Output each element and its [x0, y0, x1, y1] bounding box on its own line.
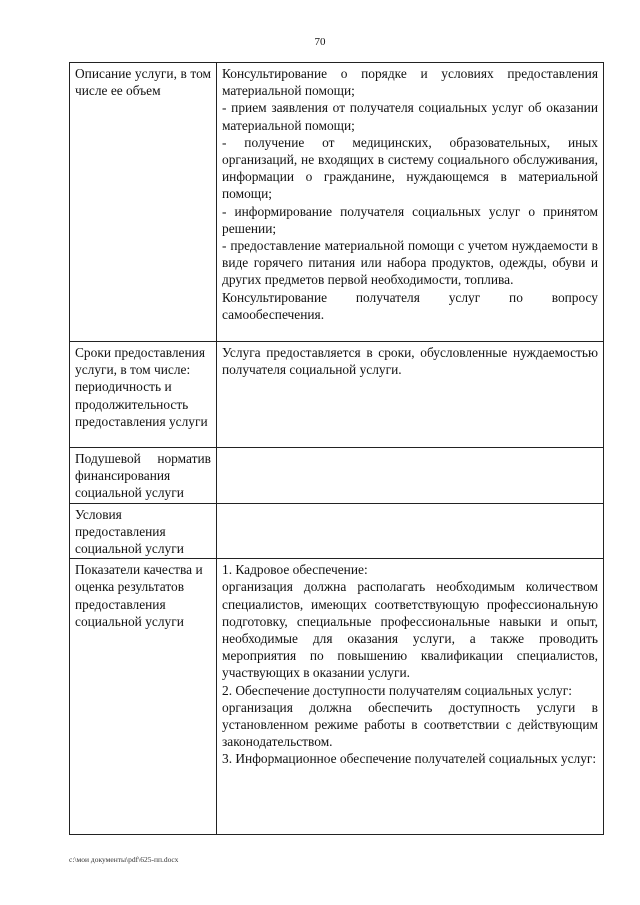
file-path-footer: c:\мои документы\pdf\625-пп.docx — [69, 855, 179, 864]
paragraph: - прием заявления от получателя социальных услуг об оказании материальной помощи; — [222, 100, 598, 133]
table-row — [70, 559, 604, 835]
row-label: Показатели качества и оценка результатов предоставления социальной услуги — [70, 559, 217, 835]
paragraph: 2. Обеспечение доступности получателям социальных услуг: — [222, 682, 572, 698]
row-value — [217, 63, 604, 342]
table-row — [70, 448, 604, 504]
row-value — [217, 559, 604, 835]
page-number: 70 — [314, 36, 326, 48]
paragraph: Консультирование о порядке и условиях предоставления материальной помощи; — [222, 66, 598, 99]
paragraph: организация должна обеспечить доступность услуги в установленном режиме работы в соответствии с действующим законодательством. — [222, 699, 598, 750]
row-value — [217, 342, 604, 448]
table-row — [70, 342, 604, 448]
paragraph: - получение от медицинских, образовательных, иных организаций, не входящих в систему социального обслуживания, информации о гражданине, нуждающемся в материальной помощи; — [222, 134, 598, 202]
paragraph: Консультирование получателя услуг по вопросу самообеспечения. — [222, 289, 598, 322]
paragraph: - информирование получателя социальных услуг о принятом решении; — [222, 203, 598, 236]
paragraph: 3. Информационное обеспечение получателей социальных услуг: — [222, 751, 597, 767]
row-label: Сроки предоставления услуги, в том числе: периодичность и продолжительность предоставления услуги — [70, 342, 217, 448]
row-label: Описание услуги, в том числе ее объем — [70, 63, 217, 342]
paragraph: организация должна располагать необходимым количеством специалистов, имеющих соответствующую профессиональную подготовку, специальные профессиональные навыки и опыт, необходимые для оказания услуги, а также проводить мероприятия по повышению квалификации специалистов, участвующих в оказании услуги. — [222, 579, 598, 681]
row-value — [217, 503, 604, 559]
service-table — [69, 62, 604, 835]
row-value — [217, 448, 604, 504]
row-label: Подушевой норматив финансирования социальной услуги — [70, 448, 217, 504]
row-label: Условия предоставления социальной услуги — [70, 503, 217, 559]
table-row — [70, 63, 604, 342]
paragraph: Услуга предоставляется в сроки, обусловленные нуждаемостью получателя социальной услуги. — [222, 345, 598, 378]
table-row — [70, 503, 604, 559]
paragraph: 1. Кадровое обеспечение: — [222, 562, 368, 578]
paragraph: - предоставление материальной помощи с учетом нуждаемости в виде горячего питания или набора продуктов, одежды, обуви и других предметов первой необходимости, топлива. — [222, 238, 598, 288]
